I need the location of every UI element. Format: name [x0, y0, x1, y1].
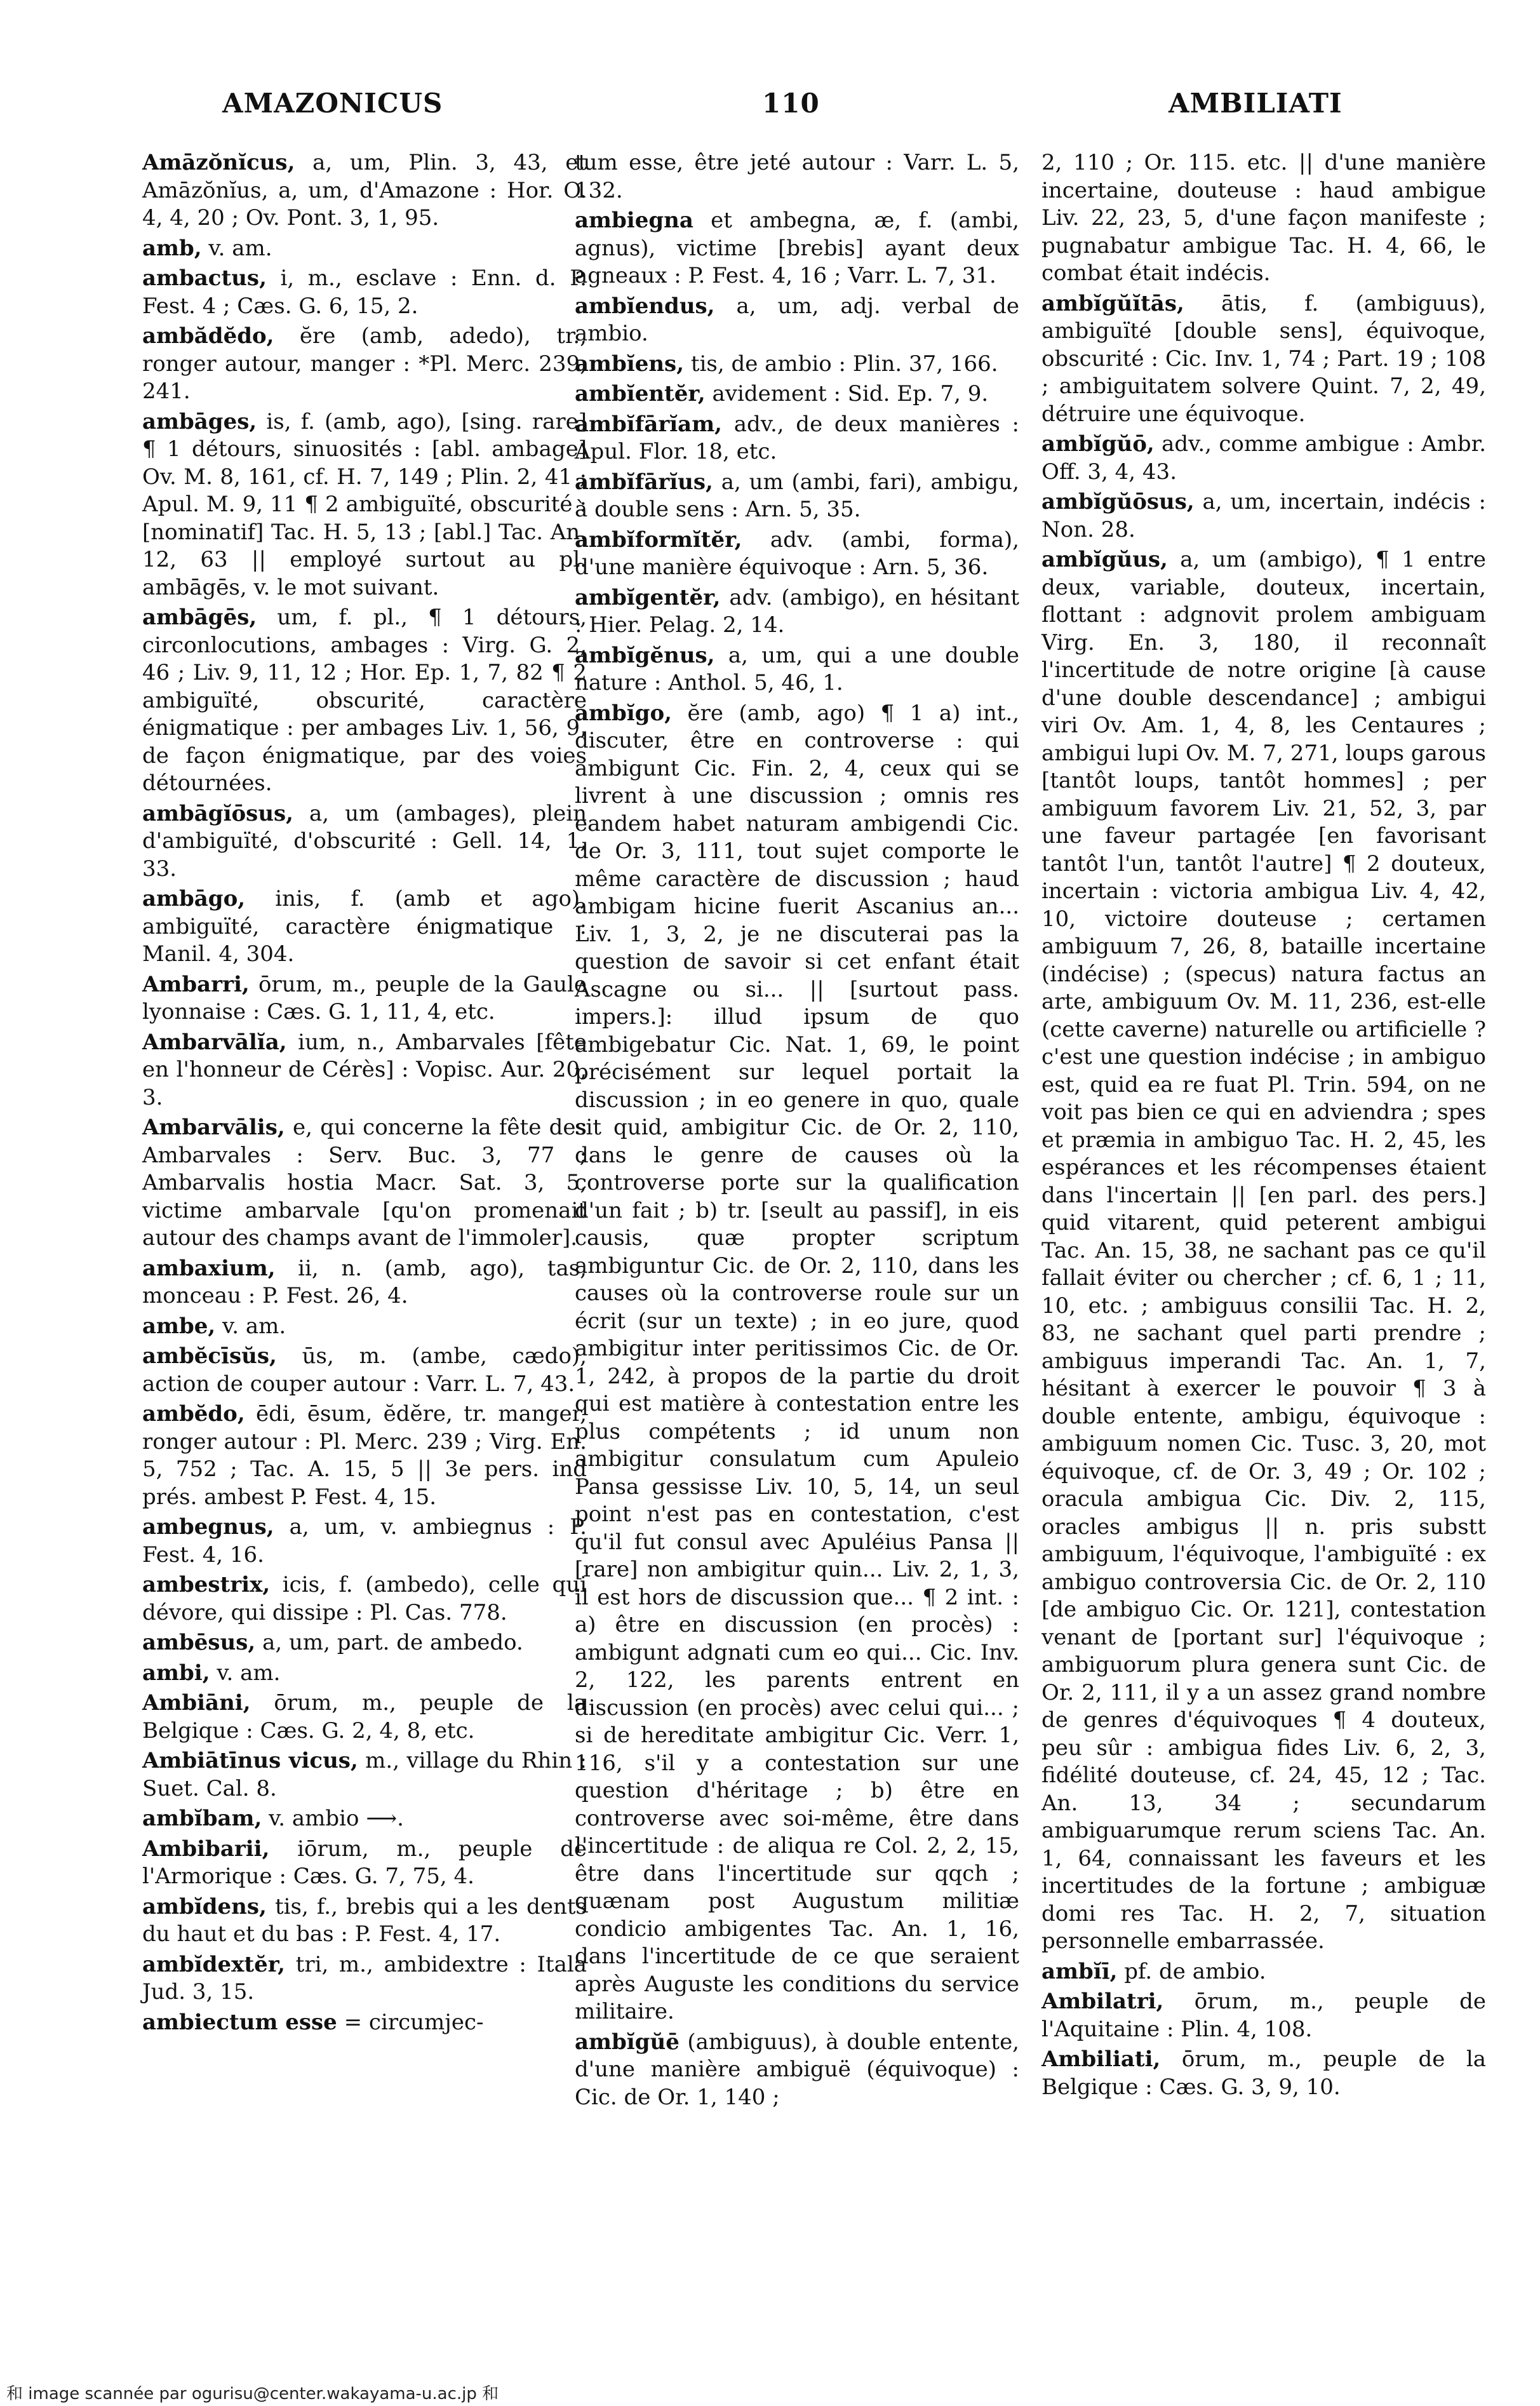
entry-definition: = circumjec- [337, 2009, 484, 2035]
entry-definition: v. am. [201, 235, 272, 261]
entry-definition: tis, f., brebis qui a les dents du haut et du bas : P. Fest. 4, 17. [142, 1893, 587, 1947]
dictionary-entry [575, 149, 1019, 205]
dictionary-entry [142, 1401, 587, 1511]
entry-definition: e, qui concerne la fête des Ambarvales : Serv. Buc. 3, 77 ; Ambarvalis hostia Macr. Sat. 3, 5, victime ambarvale [qu'on promenait autour des champs avant de l'immoler]. [142, 1115, 587, 1251]
entry-definition: (ambiguus), à double entente, d'une manière ambiguë (équivoque) : Cic. de Or. 1, 140 ; [575, 2029, 1019, 2110]
entry-headword: amb, [142, 235, 202, 261]
entry-definition: ōrum, m., peuple de la Gaule lyonnaise : Cæs. G. 1, 11, 4, etc. [142, 971, 587, 1025]
dictionary-entry [575, 700, 1019, 2026]
dictionary-entry [1041, 431, 1486, 486]
dictionary-entry [142, 265, 587, 320]
entry-definition: pf. de ambio. [1117, 1958, 1266, 1984]
entry-definition: is, f. (amb, ago), [sing. rare] ¶ 1 détours, sinuosités : [abl. ambage] Ov. M. 8, 161, cf. H. 7, 149 ; Plin. 2, 41 ; Apul. M. 9, 11 ¶ 2 ambiguïté, obscurité : [nominatif] Tac. H. 5, 13 ; [abl.] Tac. An. 12, 63 || employé surtout au pl. ambāgēs, v. le mot suivant. [142, 408, 587, 600]
entry-definition: a, um (ambi, fari), ambigu, à double sens : Arn. 5, 35. [575, 469, 1019, 522]
entry-headword: ambĭfārĭus, [575, 469, 713, 495]
dictionary-column-2 [575, 149, 1019, 2114]
entry-headword: Ambibarii, [142, 1836, 270, 1862]
entry-headword: ambĕdo, [142, 1401, 245, 1427]
dictionary-entry [142, 149, 587, 232]
dictionary-entry [575, 351, 1019, 379]
entry-definition: ium, n., Ambarvales [fête en l'honneur de Cérès] : Vopisc. Aur. 20, 3. [142, 1029, 587, 1110]
dictionary-entry [575, 293, 1019, 348]
entry-definition: tum esse, être jeté autour : Varr. L. 5, 132. [575, 150, 1019, 203]
entry-headword: ambi, [142, 1660, 210, 1686]
entry-definition: adv. (ambigo), en hésitant : Hier. Pelag. 2, 14. [575, 584, 1019, 638]
dictionary-entry [142, 1343, 587, 1398]
dictionary-entry [142, 235, 587, 263]
entry-headword: ambĭentĕr, [575, 381, 706, 407]
entry-headword: ambĭbam, [142, 1806, 262, 1831]
entry-headword: Ambiāni, [142, 1690, 251, 1716]
dictionary-entry [142, 604, 587, 798]
entry-definition: ĕre (amb, adedo), tr., ronger autour, manger : *Pl. Merc. 239, 241. [142, 323, 587, 404]
entry-headword: ambāgĭōsus, [142, 800, 294, 826]
dictionary-entry [142, 1690, 587, 1745]
dictionary-entry [142, 1114, 587, 1253]
dictionary-entry [575, 584, 1019, 640]
entry-definition: iōrum, m., peuple de l'Armorique : Cæs. G. 7, 75, 4. [142, 1836, 587, 1889]
entry-definition: adv., comme ambigue : Ambr. Off. 3, 4, 43. [1041, 431, 1486, 485]
entry-headword: ambāges, [142, 408, 257, 434]
entry-definition: ūs, m. (ambe, cædo), action de couper autour : Varr. L. 7, 43. [142, 1343, 587, 1397]
dictionary-entry [142, 1660, 587, 1688]
dictionary-entry [142, 800, 587, 884]
dictionary-entry [575, 469, 1019, 524]
entry-definition: ōrum, m., peuple de la Belgique : Cæs. G. 2, 4, 8, etc. [142, 1690, 587, 1744]
entry-definition: v. am. [215, 1313, 286, 1339]
entry-headword: ambĭdens, [142, 1893, 267, 1919]
dictionary-entry [142, 2009, 587, 2037]
header-right-headword: AMBILIATI [1168, 88, 1342, 119]
entry-definition: ātis, f. (ambiguus), ambiguïté [double sens], équivoque, obscurité : Cic. Inv. 1, 74 ; Part. 19 ; 108 ; ambiguitatem solvere Quint. 7, 2, 49, détruire une équivoque. [1041, 290, 1486, 427]
dictionary-entry [142, 1255, 587, 1310]
entry-headword: ambĭfārĭam, [575, 411, 723, 437]
dictionary-entry [575, 411, 1019, 466]
dictionary-entry [142, 1514, 587, 1569]
entry-headword: ambāgo, [142, 886, 246, 911]
entry-definition: m., village du Rhin : Suet. Cal. 8. [142, 1748, 587, 1801]
entry-headword: ambaxium, [142, 1255, 276, 1281]
dictionary-entry [575, 527, 1019, 582]
dictionary-entry [142, 408, 587, 602]
dictionary-entry [1041, 1958, 1486, 1986]
entry-headword: ambiegna [575, 208, 693, 233]
entry-definition: icis, f. (ambedo), celle qui dévore, qui dissipe : Pl. Cas. 778. [142, 1572, 587, 1625]
entry-headword: ambĭgentĕr, [575, 584, 721, 610]
dictionary-entry [142, 885, 587, 969]
header-left-headword: AMAZONICUS [222, 88, 443, 119]
entry-headword: Amāzŏnĭcus, [142, 150, 295, 175]
dictionary-entry [1041, 290, 1486, 429]
entry-definition: ii, n. (amb, ago), tas, monceau : P. Fest. 26, 4. [142, 1255, 587, 1308]
entry-headword: ambĭgŭō, [1041, 431, 1155, 457]
entry-definition: ĕre (amb, ago) ¶ 1 a) int., discuter, être en controverse : qui ambigunt Cic. Fin. 2, 4, ceux qui se livrent à une discussion ; omnis res eandem habet naturam ambigendi Cic. de Or. 3, 111, tout sujet comporte le même caractère de discussion ; haud ambigam hicine fuerit Ascanius an... Liv. 1, 3, 2, je ne discuterai pas la question de savoir si cet enfant était Ascagne ou si... || [surtout pass. impers.]: illud ipsum de quo ambigebatur Cic. Nat. 1, 69, le point précisément sur lequel portait la discussion ; in eo genere in quo, quale sit quid, ambigitur Cic. de Or. 2, 110, dans le genre de causes où la controverse porte sur la qualification d'un fait ; b) tr. [seult au passif], in eis causis, quæ propter scriptum ambiguntur Cic. de Or. 2, 110, dans les causes où la controverse roule sur un écrit (sur un texte) ; in eo jure, quod ambigitur inter peritissimos Cic. de Or. 1, 242, à propos de la partie du droit qui est matière à contestation entre les plus compétents ; id unum non ambigitur consulatum cum Apuleio Pansa gessisse Liv. 10, 5, 14, un seul point n'est pas en contestation, c'est qu'il fut consul avec Apuléius Pansa || [rare] non ambigitur quin... Liv. 2, 1, 3, il est hors de discussion que... ¶ 2 int. : a) être en discussion (en procès) : ambigunt adgnati cum eo qui... Cic. Inv. 2, 122, les parents entrent en discussion (en procès) avec celui qui... ; si de hereditate ambigitur Cic. Verr. 1, 116, s'il y a contestation sur une question d'héritage ; b) être en controverse avec soi-même, être dans l'incertitude : de aliqua re Col. 2, 2, 15, être dans l'incertitude sur qqch ; quænam post Augustum militiæ condicio ambigentes Tac. An. 1, 16, dans l'incertitude de ce que seraient après Auguste les conditions du service militaire. [575, 700, 1019, 2024]
entry-definition: ōrum, m., peuple de la Belgique : Cæs. G. 3, 9, 10. [1041, 2046, 1486, 2100]
dictionary-entry [142, 1836, 587, 1891]
entry-definition: v. ambio ⟶. [262, 1806, 404, 1831]
entry-definition: 2, 110 ; Or. 115. etc. || d'une manière incertaine, douteuse : haud ambigue Liv. 22, 23, 5, d'une façon manifeste ; pugnabatur ambigue Tac. H. 4, 66, le combat était indécis. [1041, 150, 1486, 286]
page-number: 110 [762, 88, 820, 119]
entry-definition: adv., de deux manières : Apul. Flor. 18, etc. [575, 411, 1019, 464]
scan-credit-footer: 和 image scannée par ogurisu@center.wakayama-u.ac.jp 和 [6, 2384, 499, 2403]
dictionary-entry [142, 1747, 587, 1803]
entry-headword: Ambiātīnus vicus, [142, 1748, 358, 1773]
entry-headword: Ambiliati, [1041, 2046, 1161, 2072]
entry-definition: a, um (ambigo), ¶ 1 entre deux, variable, douteux, incertain, flottant : adgnovit prolem ambiguam Virg. En. 3, 180, il reconnaît l'incertitude de notre origine [à cause d'une double descendance] ; ambigui viri Ov. Am. 1, 4, 8, les Centaures ; ambigui lupi Ov. M. 7, 271, loups garous [tantôt loups, tantôt hommes] ; per ambiguum favorem Liv. 21, 52, 3, par une faveur partagée [en favorisant tantôt l'un, tantôt l'autre] ¶ 2 douteux, incertain : victoria ambigua Liv. 4, 42, 10, victoire douteuse ; certamen ambiguum 7, 26, 8, bataille incertaine (indécise) ; (specus) natura factus an arte, ambiguum Ov. M. 11, 236, est-elle (cette caverne) naturelle ou artificielle ? c'est une question indécise ; in ambiguo est, quid ea re fuat Pl. Trin. 594, on ne voit pas bien ce qui en adviendra ; spes et præmia in ambiguo Tac. H. 2, 45, les espérances et les récompenses étaient dans l'incertain || [en parl. des pers.] quid vitarent, quid peterent ambigui Tac. An. 15, 38, ne sachant pas ce qu'il fallait éviter ou chercher ; cf. 6, 1 ; 11, 10, etc. ; ambiguus consilii Tac. H. 2, 83, ne sachant quel parti prendre ; ambiguus imperandi Tac. An. 1, 7, hésitant à exercer le pouvoir ¶ 3 à double entente, ambigu, équivoque : ambiguum nomen Cic. Tusc. 3, 20, mot équivoque, cf. de Or. 3, 49 ; Or. 102 ; oracula ambigua Cic. Div. 2, 115, oracles ambigus || n. pris substt ambiguum, l'équivoque, l'ambiguïté : ex ambiguo controversia Cic. de Or. 2, 110 [de ambiguo Cic. Or. 121], contestation venant de [portant sur] l'équivoque ; ambiguorum plura genera sunt Cic. de Or. 2, 111, il y a un assez grand nombre de genres d'équivoques ¶ 4 douteux, peu sûr : ambigua fides Liv. 6, 2, 3, fidélité douteuse, cf. 24, 45, 12 ; Tac. An. 13, 34 ; secundarum ambiguarumque rerum sciens Tac. An. 1, 64, connaissant les faveurs et les incertitudes de la fortune ; ambiguæ domi res Tac. H. 2, 7, situation personnelle embarrassée. [1041, 547, 1486, 1954]
entry-headword: ambestrix, [142, 1572, 271, 1597]
entry-headword: ambădĕdo, [142, 323, 274, 349]
entry-headword: ambĭdextĕr, [142, 1951, 285, 1977]
entry-headword: ambĭgŭus, [1041, 547, 1168, 572]
dictionary-entry [1041, 488, 1486, 544]
dictionary-entry [575, 207, 1019, 290]
entry-headword: ambe, [142, 1313, 216, 1339]
dictionary-entry [1041, 2046, 1486, 2101]
entry-headword: ambĭī, [1041, 1958, 1118, 1984]
dictionary-entry [142, 1629, 587, 1657]
entry-headword: ambĭgo, [575, 700, 672, 726]
entry-definition: i, m., esclave : Enn. d. P. Fest. 4 ; Cæs. G. 6, 15, 2. [142, 265, 587, 319]
entry-definition: a, um, adj. verbal de ambio. [575, 293, 1019, 346]
entry-definition: a, um, incertain, indécis : Non. 28. [1041, 489, 1486, 542]
entry-definition: ōrum, m., peuple de l'Aquitaine : Plin. 4, 108. [1041, 1989, 1486, 2042]
entry-headword: ambĭformĭtĕr, [575, 527, 742, 553]
dictionary-column-1 [142, 149, 587, 2039]
dictionary-entry [1041, 149, 1486, 288]
entry-definition: a, um, qui a une double nature : Anthol. 5, 46, 1. [575, 642, 1019, 696]
dictionary-entry [142, 1805, 587, 1833]
entry-headword: ambĭgĕnus, [575, 642, 715, 668]
dictionary-entry [575, 2029, 1019, 2112]
entry-definition: a, um, Plin. 3, 43, et Amāzŏnĭus, a, um, d'Amazone : Hor. O. 4, 4, 20 ; Ov. Pont. 3, 1, 95. [142, 150, 587, 231]
entry-definition: tri, m., ambidextre : Itala Jud. 3, 15. [142, 1951, 587, 2005]
entry-definition: a, um, part. de ambedo. [255, 1630, 523, 1655]
entry-headword: ambegnus, [142, 1514, 274, 1540]
dictionary-entry [142, 1313, 587, 1341]
entry-headword: ambāgēs, [142, 605, 257, 630]
entry-headword: Ambarvālĭa, [142, 1029, 287, 1055]
entry-definition: adv. (ambi, forma), d'une manière équivoque : Arn. 5, 36. [575, 527, 1019, 580]
entry-headword: ambiectum esse [142, 2009, 337, 2035]
entry-headword: ambactus, [142, 265, 267, 291]
entry-headword: ambĭgŭōsus, [1041, 489, 1195, 514]
entry-headword: Ambarri, [142, 971, 250, 997]
entry-headword: Ambarvālis, [142, 1115, 285, 1140]
entry-definition: v. am. [210, 1660, 281, 1686]
dictionary-entry [142, 1893, 587, 1949]
dictionary-entry [575, 642, 1019, 697]
entry-definition: et ambegna, æ, f. (ambi, agnus), victime [brebis] ayant deux agneaux : P. Fest. 4, 16 ; Varr. L. 7, 31. [575, 208, 1019, 288]
dictionary-column-3 [1041, 149, 1486, 2104]
entry-headword: ambĭgŭĭtās, [1041, 290, 1184, 316]
entry-headword: ambĭgŭē [575, 2029, 680, 2055]
dictionary-entry [142, 1571, 587, 1627]
entry-definition: um, f. pl., ¶ 1 détours, circonlocutions, ambages : Virg. G. 2, 46 ; Liv. 9, 11, 12 ; Hor. Ep. 1, 7, 82 ¶ 2 ambiguïté, obscurité, caractère énigmatique : per ambages Liv. 1, 56, 9, de façon énigmatique, par des voies détournées. [142, 605, 587, 796]
entry-headword: ambĕcīsŭs, [142, 1343, 277, 1369]
dictionary-entry [142, 971, 587, 1026]
entry-headword: ambĭendus, [575, 293, 715, 319]
entry-definition: ēdi, ēsum, ĕdĕre, tr. manger, ronger autour : Pl. Merc. 239 ; Virg. En. 5, 752 ; Tac. A. 15, 5 || 3e pers. ind prés. ambest P. Fest. 4, 15. [142, 1401, 587, 1510]
entry-headword: ambĭens, [575, 351, 685, 377]
dictionary-entry [142, 323, 587, 406]
entry-headword: Ambilatri, [1041, 1989, 1164, 2014]
entry-definition: avidement : Sid. Ep. 7, 9. [705, 381, 989, 407]
dictionary-entry [142, 1029, 587, 1112]
dictionary-entry [575, 380, 1019, 408]
dictionary-entry [1041, 546, 1486, 1956]
entry-headword: ambēsus, [142, 1630, 256, 1655]
entry-definition: a, um, v. ambiegnus : P. Fest. 4, 16. [142, 1514, 587, 1568]
dictionary-entry [142, 1951, 587, 2006]
entry-definition: inis, f. (amb et ago), ambiguïté, caractère énigmatique : Manil. 4, 304. [142, 886, 587, 967]
dictionary-entry [1041, 1988, 1486, 2043]
entry-definition: tis, de ambio : Plin. 37, 166. [684, 351, 998, 377]
entry-definition: a, um (ambages), plein d'ambiguïté, d'obscurité : Gell. 14, 1, 33. [142, 800, 587, 882]
page-header [0, 88, 1540, 132]
